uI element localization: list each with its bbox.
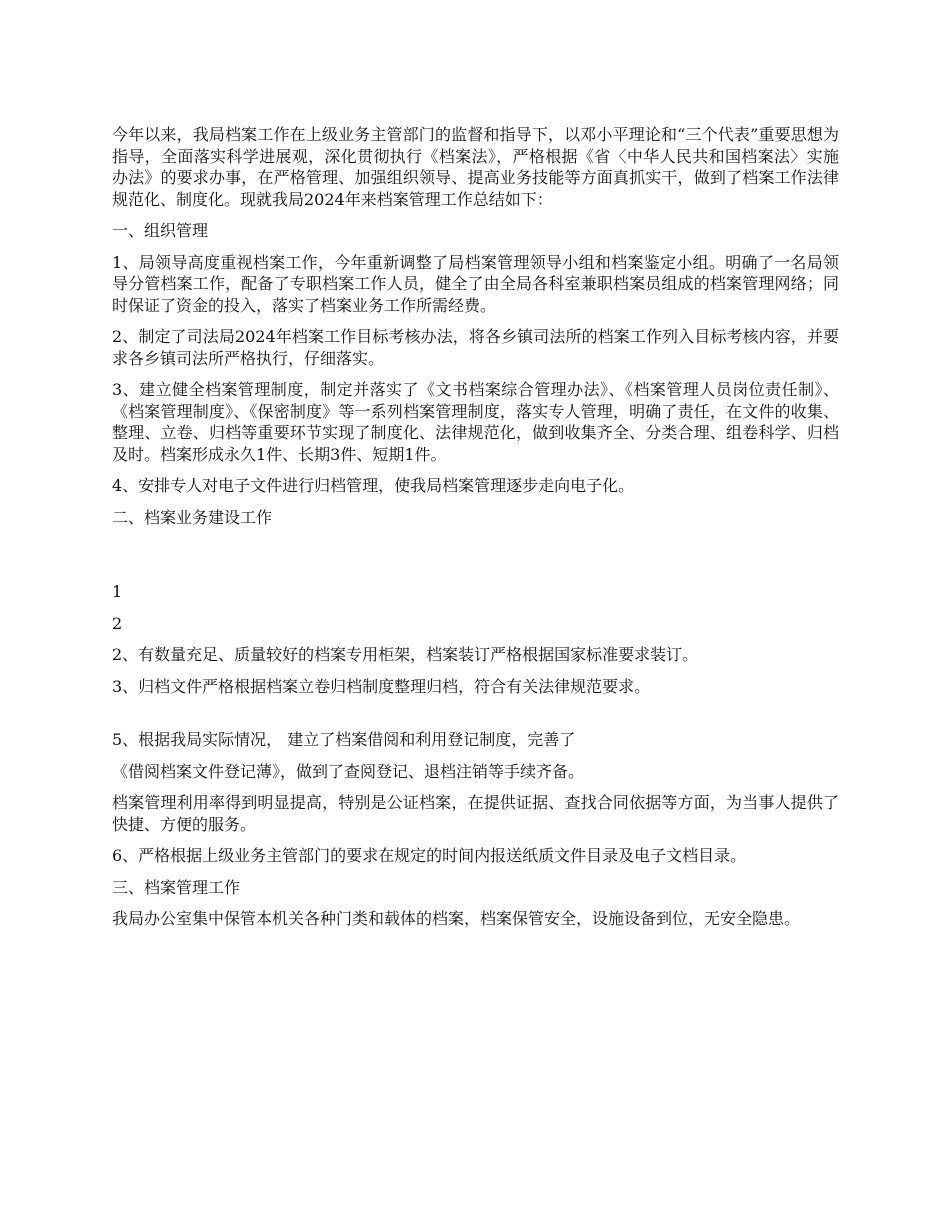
paragraph-1-1: 1、局领导高度重视档案工作，今年重新调整了局档案管理领导小组和档案鉴定小组。明确了一名局领导分管档案工作，配备了专职档案工作人员，健全了由全局各科室兼职档案员组成的档案管理网络；同时保证了资金的投入，落实了档案业务工作所需经费。 bbox=[112, 252, 839, 315]
blank-space bbox=[112, 707, 839, 729]
section-heading-management: 三、档案管理工作 bbox=[112, 877, 241, 897]
paragraph-2-2: 2、有数量充足、质量较好的档案专用柜架，档案装订严格根据国家标准要求装订。 bbox=[112, 645, 699, 664]
paragraph-2-6: 6、严格根据上级业务主管部门的要求在规定的时间内报送纸质文件目录及电子文档目录。 bbox=[112, 846, 747, 865]
section-heading-business: 二、档案业务建设工作 bbox=[112, 507, 273, 527]
blank-space bbox=[112, 538, 839, 581]
paragraph-2-5c: 档案管理利用率得到明显提高，特别是公证档案，在提供证据、查找合同依据等方面，为当事人提供了快捷、方便的服务。 bbox=[112, 793, 839, 834]
paragraph-1-3: 3、建立健全档案管理制度，制定并落实了《文书档案综合管理办法》、《档案管理人员岗位责任制》、《档案管理制度》、《保密制度》等一系列档案管理制度，落实专人管理，明确了责任，在文件的收集、整理、立卷、归档等重要环节实现了制度化、法律规范化，做到收集齐全、分类合理、组卷科学、归档及时。档案形成永久1件、长期3件、短期1件。 bbox=[112, 380, 839, 464]
paragraph-1-4: 4、安排专人对电子文件进行归档管理，使我局档案管理逐步走向电子化。 bbox=[112, 476, 635, 495]
paragraph-1-2: 2、制定了司法局2024年档案工作目标考核办法，将各乡镇司法所的档案工作列入目标考核内容，并要求各乡镇司法所严格执行，仔细落实。 bbox=[112, 327, 839, 368]
paragraph-2-5b: 《借阅档案文件登记薄》，做到了查阅登记、退档注销等手续齐备。 bbox=[112, 761, 585, 781]
number-line-1: 1 bbox=[112, 582, 123, 601]
paragraph-2-3: 3、归档文件严格根据档案立卷归档制度整理归档，符合有关法律规范要求。 bbox=[112, 676, 651, 696]
paragraph-3-1: 我局办公室集中保管本机关各种门类和载体的档案，档案保管安全，设施设备到位，无安全隐患。 bbox=[112, 909, 801, 928]
paragraph-2-5a: 5、根据我局实际情况， 建立了档案借阅和利用登记制度，完善了 bbox=[112, 730, 576, 749]
intro-paragraph: 今年以来，我局档案工作在上级业务主管部门的监督和指导下，以邓小平理论和“三个代表”重要思想为指导，全面落实科学进展观，深化贯彻执行《档案法》，严格根据《省〈中华人民共和国档案法〉实施办法》的要求办事，在严格管理、加强组织领导、提高业务技能等方面真抓实干，做到了档案工作法律规范化、制度化。现就我局2024年来档案管理工作总结如下： bbox=[112, 125, 839, 209]
section-heading-organization: 一、组织管理 bbox=[112, 221, 209, 240]
document-body bbox=[112, 124, 839, 940]
number-line-2: 2 bbox=[112, 613, 123, 633]
